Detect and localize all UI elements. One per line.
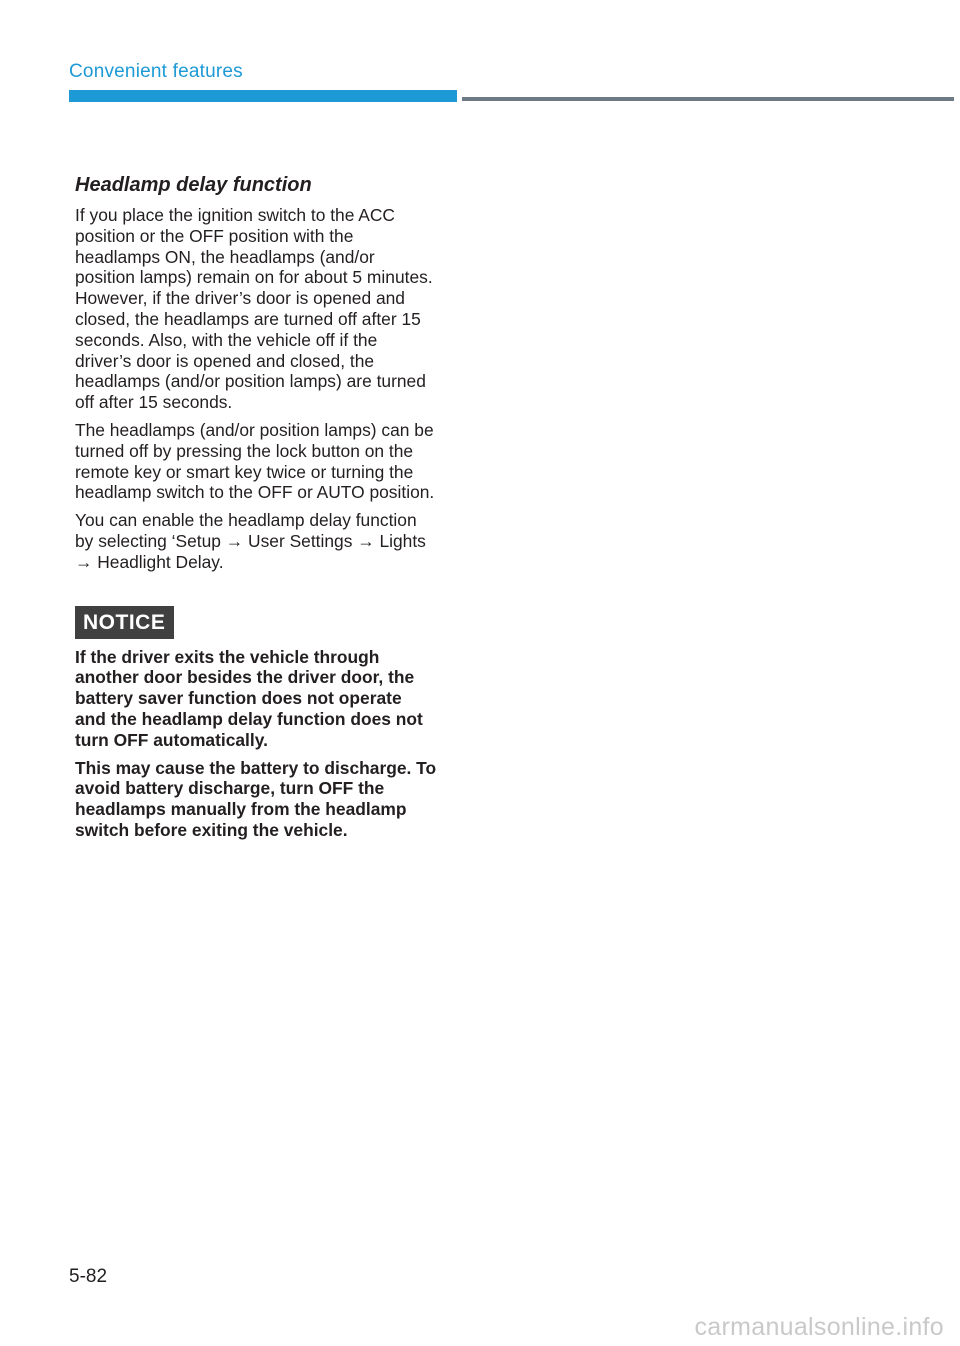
- body-paragraph: If you place the ignition switch to the ACC position or the OFF position with the headlamps ON, the headlamps (and/or position lamps) remain on for about 5 minutes. However, if the driver’s door is opened and closed, the headlamps are turned off after 15 seconds. Also, with the vehicle off if the driver’s door is opened and closed, the headlamps (and/or position lamps) are turned off after 15 seconds.: [75, 205, 433, 413]
- notice-paragraph: If the driver exits the vehicle through another door besides the driver door, the battery saver function does not operate and the headlamp delay function does not turn OFF automatically.: [75, 646, 423, 750]
- header-accent-bar: [69, 90, 457, 102]
- main-content: [75, 172, 437, 848]
- header-section-title: Convenient features: [69, 61, 243, 82]
- notice-badge: NOTICE: [75, 606, 174, 639]
- body-paragraph: The headlamps (and/or position lamps) can be turned off by pressing the lock button on the remote key or smart key twice or turning the headlamp switch to the OFF or AUTO position.: [75, 419, 435, 503]
- page-number: 5-82: [69, 1266, 108, 1287]
- notice-paragraph: This may cause the battery to discharge. To avoid battery discharge, turn OFF the headlamps manually from the headlamp switch before exiting the vehicle.: [75, 757, 437, 840]
- header-rule: [462, 97, 954, 101]
- body-paragraph: You can enable the headlamp delay function by selecting ‘Setup → User Settings → Lights → Headlight Delay.: [75, 510, 426, 572]
- notice-body: [75, 647, 437, 841]
- section-heading: Headlamp delay function: [75, 174, 312, 196]
- watermark: carmanualsonline.info: [694, 1313, 944, 1341]
